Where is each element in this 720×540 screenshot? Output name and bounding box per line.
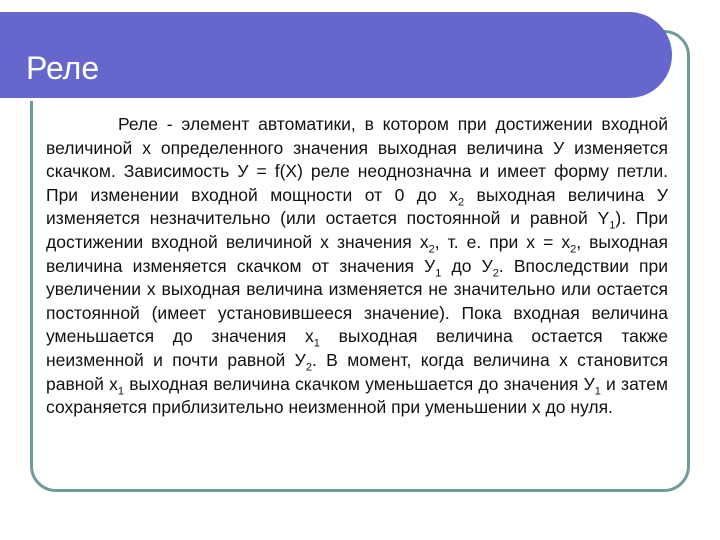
text-run: выходная величина скачком уменьшается до значения У — [124, 373, 595, 394]
text-run: . Впоследствии при увеличении х выходная величина изменяется не значительно или остается постоянной (имеет установившееся значение). Пока входная величина уменьшается до значения х — [46, 255, 668, 347]
text-run: , т. е. при х = х — [434, 231, 571, 252]
subscript-index: 2 — [570, 243, 577, 256]
text-run: выходная величина остается также неизменной и почти равной У — [46, 326, 669, 370]
title-underline — [0, 98, 640, 101]
text-run: до У — [441, 255, 493, 276]
title-bar — [0, 12, 672, 98]
subscript-index: 2 — [305, 361, 312, 374]
slide-title: Реле — [26, 50, 100, 86]
subscript-index: 2 — [428, 243, 435, 256]
text-run: выходная величина У изменяется незначительно (или остается постоянной и равной Y — [46, 184, 668, 229]
text-run: и затем сохраняется приблизительно неизменной при уменьшении х до нуля. — [46, 373, 668, 418]
subscript-index: 1 — [594, 385, 601, 398]
subscript-index: 1 — [435, 267, 442, 280]
subscript-index: 1 — [117, 385, 125, 398]
text-run: ). При достижении входной величиной х значения х — [46, 208, 668, 252]
subscript-index: 1 — [313, 337, 320, 350]
text-run: . В момент, когда величина х становится равной х — [46, 349, 668, 394]
text-run: , выходная величина изменяется скачком от значения У — [46, 231, 668, 276]
subscript-index: 2 — [457, 196, 465, 209]
subscript-index: 1 — [609, 219, 616, 232]
body-paragraph — [46, 113, 668, 420]
text-run: Реле - элемент автоматики, в котором при достижении входной величиной х определенного значения выходная величина У изменяется скачком. Зависимость У = f(X) реле неоднозначна и имеет форму петли. При изменении входной мощности от 0 до х — [46, 114, 668, 205]
subscript-index: 2 — [492, 267, 499, 280]
